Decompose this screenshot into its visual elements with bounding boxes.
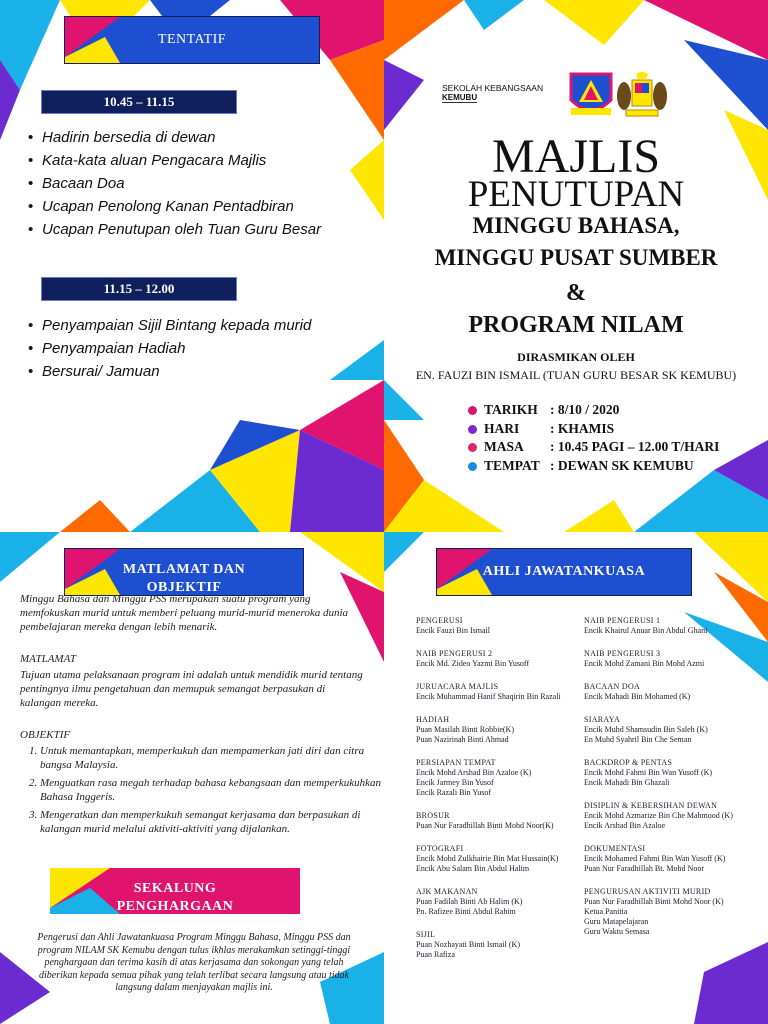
committee-group bbox=[584, 887, 724, 937]
event-info-label: TEMPAT bbox=[484, 457, 540, 473]
event-info-value: : 8/10 / 2020 bbox=[550, 402, 620, 417]
committee-member: Encik Mohamed Fahmi Bin Wan Yusoff (K) bbox=[584, 854, 726, 863]
committee-member: Guru Waktu Semasa bbox=[584, 927, 650, 936]
committee-member: Guru Matapelajaran bbox=[584, 917, 649, 926]
event-info-row bbox=[468, 401, 619, 419]
committee-member: Pn. Rafizee Binti Abdul Rahim bbox=[416, 907, 516, 916]
committee-member: Puan Fadilah Binti Ab Halim (K) bbox=[416, 897, 523, 906]
committee-role: SIARAYA bbox=[584, 715, 621, 724]
committee-role: AJK MAKANAN bbox=[416, 887, 478, 896]
title-line-2: PENUTUPAN bbox=[467, 174, 685, 215]
committee-member: Encik Mahadi Bin Mohamed (K) bbox=[584, 692, 691, 701]
committee-role: BACKDROP & PENTAS bbox=[584, 758, 673, 767]
committee-group bbox=[416, 715, 514, 745]
bullet-dot-icon bbox=[468, 425, 477, 434]
committee-member: Puan Nozhayati Binti Ismail (K) bbox=[416, 940, 520, 949]
committee-member: Encik Muhammad Hanif Shaqirin Bin Razali bbox=[416, 692, 561, 701]
objectives-panel bbox=[0, 532, 384, 1024]
committee-member: Encik Mohd Fahmi Bin Wan Yusoff (K) bbox=[584, 768, 713, 777]
committee-member: Ketua Panitia bbox=[584, 907, 628, 916]
objectives-intro: Minggu Bahasa dan Minggu PSS merupakan suatu program yang memfokuskan murid untuk memberi peluang murid-murid meneroka dunia pembelajaran mereka dengan lebih menarik. bbox=[20, 593, 349, 633]
committee-member: En Muhd Syahril Bin Che Seman bbox=[584, 735, 692, 744]
schedule-item: • Bacaan Doa bbox=[28, 172, 321, 195]
committee-group bbox=[584, 844, 725, 874]
committee-member: Encik Abu Salam Bin Abdul Halim bbox=[416, 864, 530, 873]
committee-group bbox=[584, 715, 708, 745]
thanks-banner-line-2: PENGHARGAAN bbox=[116, 899, 234, 914]
objective-item: 3. Mengeratkan dan memperkukuh semangat kerjasama dan berpasukan di kalangan murid melalui aktiviti-aktiviti yang dijalankan. bbox=[40, 808, 384, 836]
subtitle-line-3: PROGRAM NILAM bbox=[468, 312, 684, 338]
committee-member: Encik Md. Zideo Yazmi Bin Yusoff bbox=[416, 659, 530, 668]
objektif-list bbox=[20, 744, 384, 840]
committee-role: BROSUR bbox=[416, 811, 450, 820]
committee-member: Encik Mohd Zamani Bin Mohd Azmi bbox=[584, 659, 705, 668]
committee-role: DOKUMENTASI bbox=[584, 844, 646, 853]
schedule-item: • Penyampaian Sijil Bintang kepada murid bbox=[28, 314, 311, 337]
committee-group bbox=[584, 616, 707, 636]
committee-role: NAIB PENGERUSI 2 bbox=[416, 649, 493, 658]
committee-member: Encik Mahadi Bin Ghazali bbox=[584, 778, 670, 787]
tentatif-banner bbox=[64, 16, 320, 64]
committee-role: SIJIL bbox=[416, 930, 436, 939]
committee-member: Encik Fauzi Bin Ismail bbox=[416, 626, 490, 635]
time-slot-1: 10.45 – 11.15 bbox=[41, 90, 237, 114]
committee-member: Encik Razali Bin Yusof bbox=[416, 788, 492, 797]
bullet-dot-icon bbox=[468, 406, 477, 415]
schedule-item: • Hadirin bersedia di dewan bbox=[28, 126, 321, 149]
schedule-item: • Ucapan Penolong Kanan Pentadbiran bbox=[28, 195, 321, 218]
objektif-heading: OBJEKTIF bbox=[20, 729, 71, 741]
committee-group bbox=[416, 616, 490, 636]
committee-role: BACAAN DOA bbox=[584, 682, 641, 691]
committee-member: Encik Khairul Anuar Bin Abdul Ghani bbox=[584, 626, 708, 635]
event-info-value: : KHAMIS bbox=[550, 420, 615, 436]
committee-member: Puan Masilah Binti Robbie(K) bbox=[416, 725, 514, 734]
committee-group bbox=[416, 811, 554, 831]
committee-role: JURUACARA MAJLIS bbox=[416, 682, 499, 691]
guest-of-honour: EN. FAUZI BIN ISMAIL (TUAN GURU BESAR SK KEMUBU) bbox=[415, 368, 737, 382]
committee-group bbox=[416, 930, 520, 960]
matlamat-heading: MATLAMAT bbox=[20, 653, 77, 665]
committee-group bbox=[416, 758, 531, 798]
thanks-banner-line-1: SEKALUNG bbox=[133, 881, 217, 896]
title-line-1: MAJLIS bbox=[491, 130, 661, 183]
bullet-dot-icon bbox=[468, 443, 477, 452]
time-slot-2: 11.15 – 12.00 bbox=[41, 277, 237, 301]
tentatif-title: TENTATIF bbox=[157, 32, 227, 47]
cover-panel bbox=[384, 0, 768, 532]
schedule-item: • Ucapan Penutupan oleh Tuan Guru Besar bbox=[28, 218, 321, 241]
committee-member: Encik Mohd Zulkhairie Bin Mat Hussain(K) bbox=[416, 854, 559, 863]
committee-role: NAIB PENGERUSI 3 bbox=[584, 649, 661, 658]
event-info-row bbox=[468, 438, 719, 456]
schedule-list-2 bbox=[28, 314, 311, 383]
schedule-item: • Penyampaian Hadiah bbox=[28, 337, 311, 360]
committee-role: PERSIAPAN TEMPAT bbox=[416, 758, 496, 767]
thanks-banner bbox=[50, 868, 300, 914]
subtitle-line-1: MINGGU BAHASA, bbox=[472, 213, 680, 238]
committee-member: Encik Mohd Azmarize Bin Che Mahmood (K) bbox=[584, 811, 733, 820]
committee-member: Puan Nur Faradhillah Bt. Mohd Noor bbox=[584, 864, 704, 873]
objectives-banner-line-1: MATLAMAT DAN bbox=[122, 562, 246, 577]
committee-group bbox=[584, 649, 704, 669]
subtitle-ampersand: & bbox=[566, 280, 586, 306]
committee-member: Puan Rafiza bbox=[416, 950, 455, 959]
objective-item: 1. Untuk memantapkan, memperkukuh dan mempamerkan jati diri dan citra bangsa Malaysia. bbox=[40, 744, 384, 772]
committee-member: Encik Mohd Arshad Bin Azaloe (K) bbox=[416, 768, 532, 777]
schedule-item: • Kata-kata aluan Pengacara Majlis bbox=[28, 149, 321, 172]
event-info-label: TARIKH bbox=[484, 402, 538, 417]
objectives-banner-line-2: OBJEKTIF bbox=[146, 580, 222, 595]
committee-group bbox=[584, 682, 690, 702]
committee-group bbox=[584, 801, 733, 831]
committee-group bbox=[416, 844, 558, 874]
committee-group bbox=[416, 682, 561, 702]
committee-member: Encik Arshad Bin Azaloe bbox=[584, 821, 666, 830]
committee-member: Puan Nur Faradhillah Binti Mohd Noor(K) bbox=[416, 821, 554, 830]
committee-role: HADIAH bbox=[416, 715, 450, 724]
bullet-dot-icon bbox=[468, 462, 477, 471]
committee-role: FOTOGRAFI bbox=[416, 844, 464, 853]
event-info-row bbox=[468, 457, 694, 475]
committee-title: AHLI JAWATANKUASA bbox=[482, 564, 646, 579]
subtitle-line-2: MINGGU PUSAT SUMBER bbox=[434, 245, 718, 270]
committee-role: PENGERUSI bbox=[416, 616, 463, 625]
committee-role: PENGURUSAN AKTIVITI MURID bbox=[584, 887, 711, 896]
schedule-list-1 bbox=[28, 126, 321, 241]
committee-member: Encik Jarmey Bin Yusof bbox=[416, 778, 494, 787]
committee-role: NAIB PENGERUSI 1 bbox=[584, 616, 661, 625]
committee-banner bbox=[436, 548, 692, 596]
committee-member: Puan Nazirinah Binti Ahmad bbox=[416, 735, 509, 744]
event-info-label: HARI bbox=[484, 420, 520, 436]
schedule-item: • Bersurai/ Jamuan bbox=[28, 360, 311, 383]
objectives-banner bbox=[64, 548, 304, 596]
officiated-label: DIRASMIKAN OLEH bbox=[517, 350, 635, 364]
event-info-row bbox=[468, 420, 614, 438]
committee-member: Encik Muhd Shamsudin Bin Saleh (K) bbox=[584, 725, 708, 734]
thanks-text: Pengerusi dan Ahli Jawatankuasa Program Minggu Bahasa, Minggu PSS dan program NILAM SK Kemubu dengan tulus ikhlas merakamkan setinggi-tinggi penghargaan dan terima kasih di atas kerjasama dan sokongan yang telah diberikan kepada semua pihak yang telah terlibat secara langsung atau tidak langsung dalam menjayakan majlis ini. bbox=[37, 932, 351, 993]
school-name-line-2: KEMUBU bbox=[442, 93, 478, 102]
committee-member: Puan Nur Faradhillah Binti Mohd Noor (K) bbox=[584, 897, 724, 906]
banner-decor-icon bbox=[65, 17, 125, 63]
event-info-value: : DEWAN SK KEMUBU bbox=[550, 457, 694, 473]
committee-role: DISIPLIN & KEBERSIHAN DEWAN bbox=[584, 801, 718, 810]
matlamat-text: Tujuan utama pelaksanaan program ini adalah untuk mendidik murid tentang pentingnya ilmu pengetahuan dan memupuk semangat berpasukan di kalangan mereka. bbox=[20, 669, 363, 709]
decorative-polygons bbox=[0, 0, 384, 532]
committee-group bbox=[584, 758, 712, 788]
committee-panel bbox=[384, 532, 768, 1024]
tentatif-panel bbox=[0, 0, 384, 532]
committee-group bbox=[416, 887, 522, 917]
government-crest-icon bbox=[616, 72, 668, 120]
event-info-value: : 10.45 PAGI – 12.00 T/HARI bbox=[550, 439, 720, 454]
event-info-label: MASA bbox=[484, 439, 524, 454]
school-name-line-1: SEKOLAH KEBANGSAAN bbox=[442, 83, 544, 93]
school-crest-icon bbox=[567, 70, 615, 120]
committee-group bbox=[416, 649, 529, 669]
objective-item: 2. Menguatkan rasa megah terhadap bahasa kebangsaan dan memperkukuhkan Bahasa Inggeris. bbox=[40, 776, 384, 804]
